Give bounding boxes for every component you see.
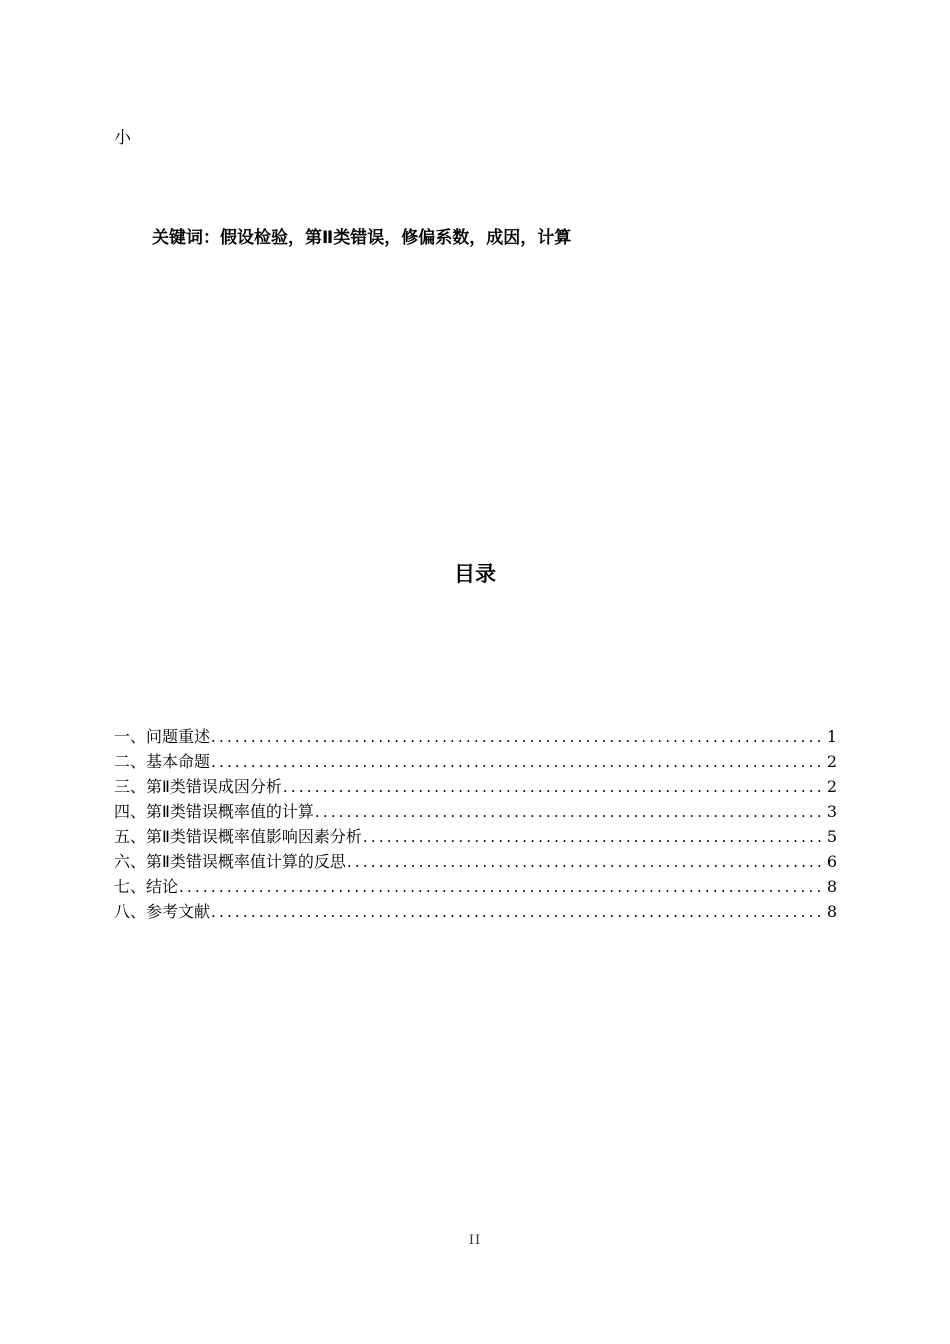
toc-entry-factor-analysis[interactable] (114, 824, 837, 849)
toc-entry-label[interactable]: 五、第Ⅱ类错误概率值影响因素分析 (114, 827, 362, 846)
toc-dot-leader (362, 825, 825, 849)
toc-title: 目录 (454, 562, 496, 586)
toc-entry-calculation-reflection[interactable] (114, 849, 837, 874)
toc-entry-page-number: 2 (826, 752, 837, 771)
toc-entry-page-number: 1 (826, 727, 837, 746)
toc-dot-leader (314, 800, 825, 824)
toc-dot-leader (210, 750, 825, 774)
toc-entry-label[interactable]: 一、问题重述 (114, 727, 211, 746)
toc-dot-leader (210, 725, 825, 749)
toc-entry-label[interactable]: 二、基本命题 (114, 752, 211, 771)
toc-entry-problem-restatement[interactable] (114, 724, 837, 749)
toc-entry-label[interactable]: 三、第Ⅱ类错误成因分析 (114, 777, 282, 796)
toc-dot-leader (282, 775, 825, 799)
toc-dot-leader (178, 875, 825, 899)
toc-entry-references[interactable] (114, 899, 837, 924)
toc-entry-page-number: 6 (826, 852, 837, 871)
toc-entry-page-number: 3 (826, 802, 837, 821)
table-of-contents (114, 724, 837, 924)
toc-entry-cause-analysis[interactable] (114, 774, 837, 799)
toc-entry-label[interactable]: 六、第Ⅱ类错误概率值计算的反思 (114, 852, 346, 871)
footer-page-number: II (468, 1233, 482, 1248)
toc-entry-page-number: 8 (826, 877, 837, 896)
toc-entry-label[interactable]: 七、结论 (114, 877, 179, 896)
toc-entry-label[interactable]: 四、第Ⅱ类错误概率值的计算 (114, 802, 314, 821)
toc-entry-probability-calculation[interactable] (114, 799, 837, 824)
toc-entry-conclusion[interactable] (114, 874, 837, 899)
toc-entry-page-number: 2 (826, 777, 837, 796)
toc-entry-page-number: 5 (826, 827, 837, 846)
toc-dot-leader (210, 900, 825, 924)
toc-entry-label[interactable]: 八、参考文献 (114, 902, 211, 921)
keywords-line: 关键词：假设检验，第Ⅱ类错误，修偏系数，成因，计算 (152, 228, 572, 248)
toc-dot-leader (346, 850, 825, 874)
toc-entry-basic-proposition[interactable] (114, 749, 837, 774)
stray-character: 小 (114, 128, 131, 148)
toc-entry-page-number: 8 (826, 902, 837, 921)
